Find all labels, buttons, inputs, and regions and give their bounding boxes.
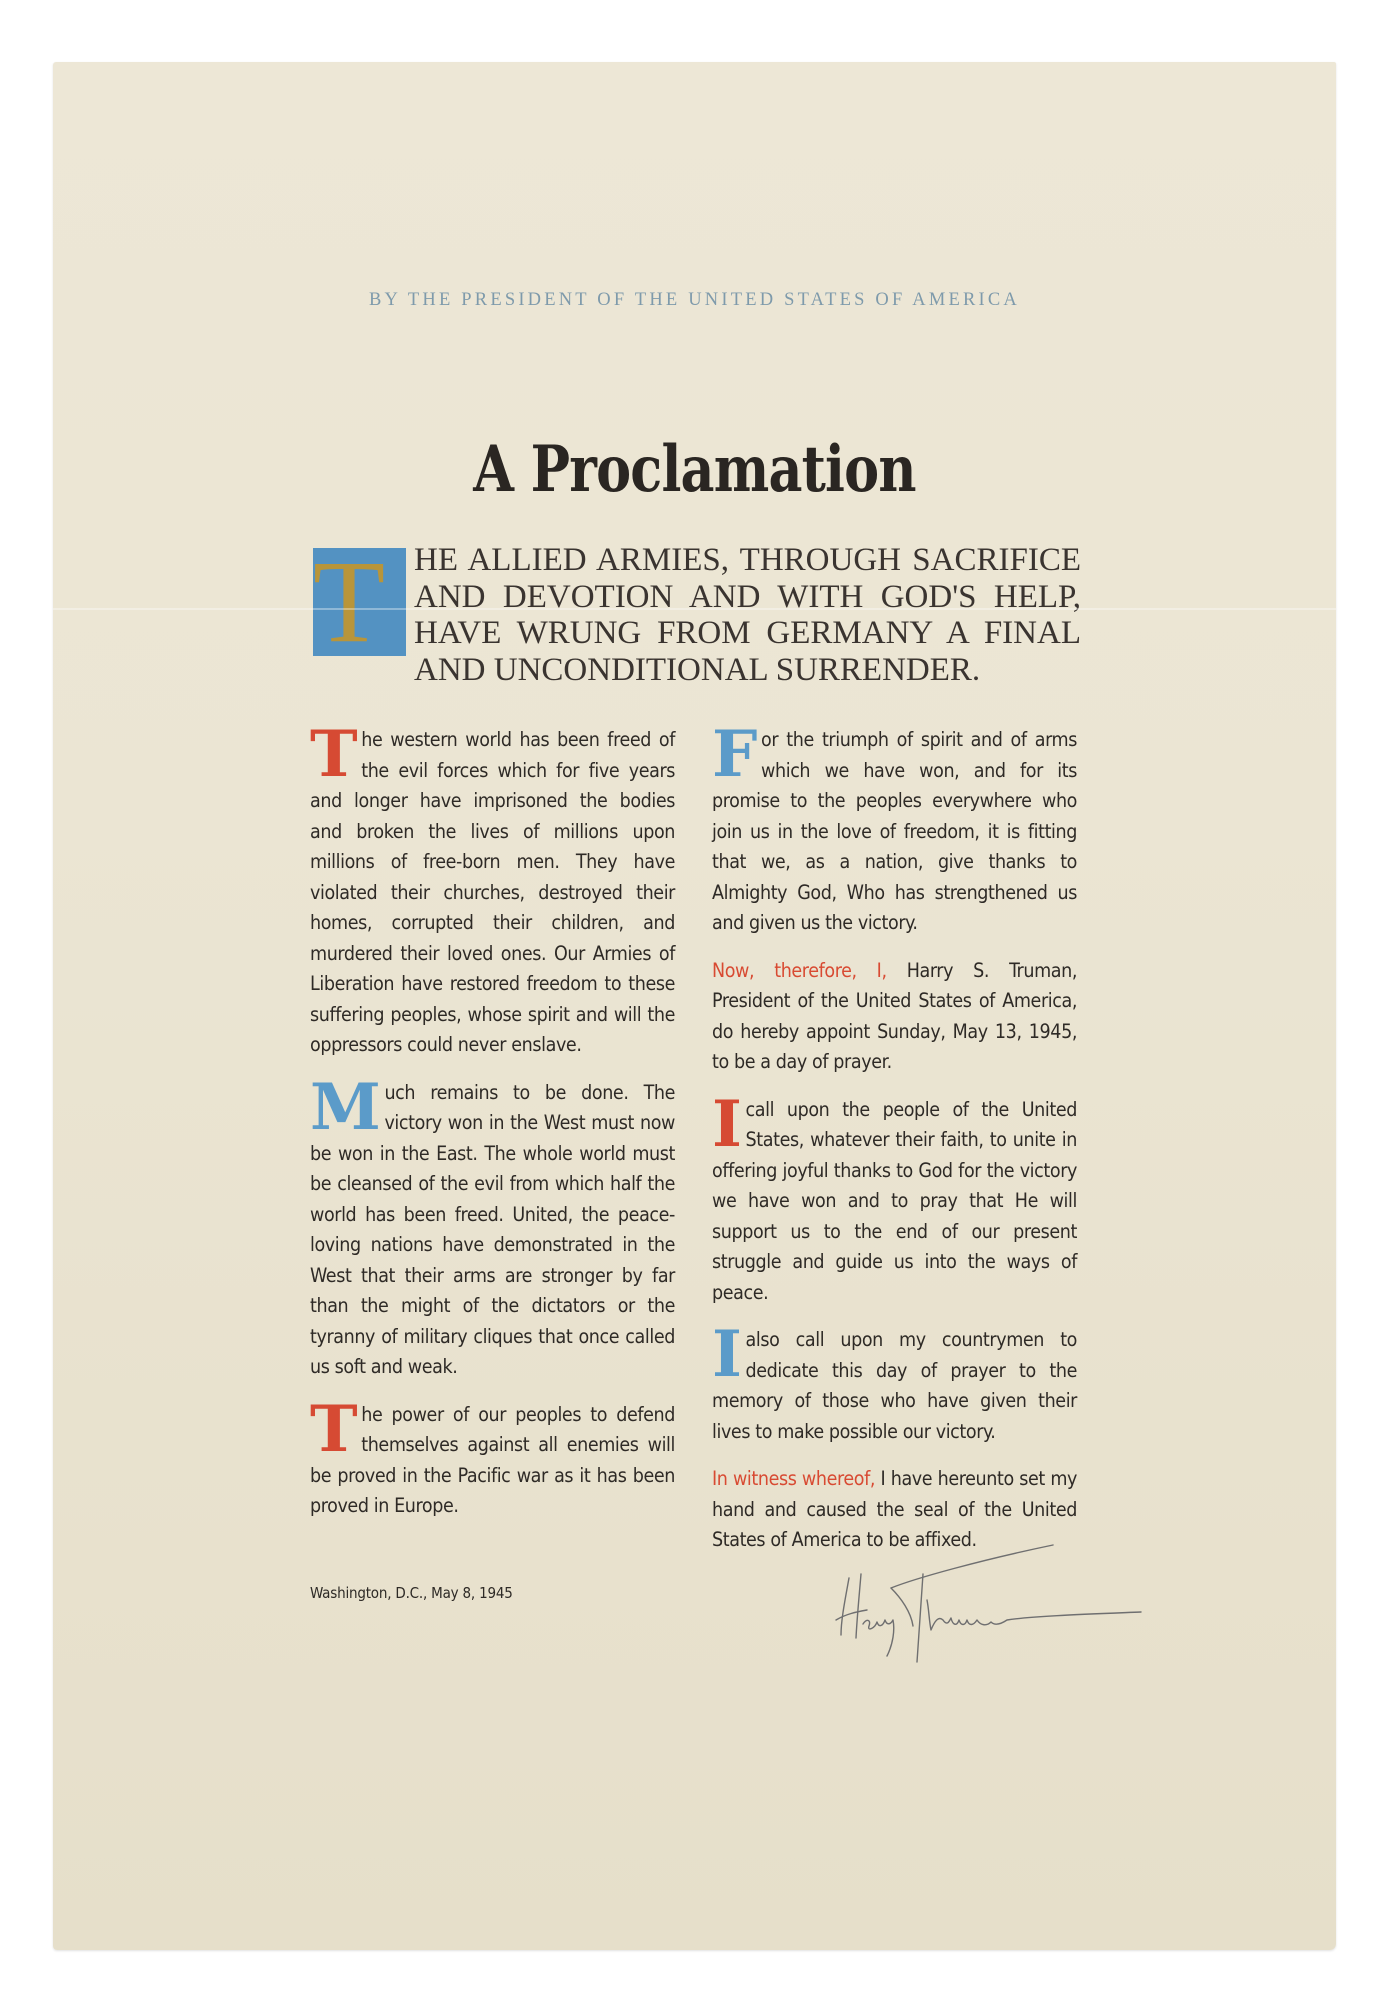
red-lead-text: In witness whereof,: [712, 1467, 876, 1490]
place-and-date: Washington, D.C., May 8, 1945: [310, 1584, 513, 1602]
paragraph-text: also call upon my countrymen to dedicate this day of prayer to the memory of those who have given their lives to make possible our victory.: [712, 1328, 1077, 1443]
paragraph-text: uch remains to be done. The victory won in the West must now be won in the East. The whole world must be cleansed of the evil from which half the world has been freed. United, the peace-loving nations have demonstrated in the West that their arms are stronger by far than the might of the dictators or the tyranny of military cliques that once called us soft and weak.: [310, 1080, 675, 1378]
paragraph-text: he power of our peoples to defend themselves against all enemies will be proved in the Pacific war as it has been proved in Europe.: [310, 1402, 675, 1517]
presidential-header: BY THE PRESIDENT OF THE UNITED STATES OF AMERICA: [369, 290, 1020, 310]
paragraph-power: [310, 1391, 675, 1522]
dropcap-blue: F: [712, 717, 758, 792]
paragraph-text: Harry S. Truman, President of the United States of America, do hereby appoint Sunday, May 13, 1945, to be a day of prayer.: [712, 958, 1077, 1073]
left-column: [310, 717, 675, 1539]
lead-paragraph: [311, 536, 1081, 688]
right-column: [712, 717, 1077, 1573]
paragraph-triumph: [712, 717, 1077, 939]
paragraph-text: I have hereunto set my hand and caused the seal of the United States of America to be affixed.: [712, 1467, 1077, 1551]
paragraph-liberation: [310, 717, 675, 1061]
dropcap-red: T: [310, 1391, 358, 1467]
dropcap-blue: I: [712, 1317, 742, 1392]
paragraph-remains: [310, 1069, 675, 1383]
paragraph-call: [712, 1086, 1077, 1309]
document-title: A Proclamation: [473, 432, 916, 507]
red-lead-text: Now, therefore, I,: [712, 958, 887, 982]
lead-text: HE ALLIED ARMIES, THROUGH SACRIFICE AND DEVOTION AND WITH GOD'S HELP, HAVE WRUNG FROM GERMANY A FINAL AND UNCONDITIONAL SURRENDER.: [414, 542, 1081, 688]
dropcap-red: I: [712, 1086, 742, 1162]
paragraph-text: call upon the people of the United States, whatever their faith, to unite in offering joyful thanks to God for the victory we have won and to pray that He will support us to the end of our present struggle and guide us into the ways of peace.: [712, 1097, 1077, 1304]
paragraph-text: he western world has been freed of the evil forces which for five years and longer have imprisoned the bodies and broken the lives of millions upon millions of free-born men. They have violated their churches, destroyed their homes, corrupted their children, and murdered their loved ones. Our Armies of Liberation have restored freedom to these suffering peoples, whose spirit and will the oppressors could never enslave.: [310, 728, 675, 1056]
proclamation-sheet: [53, 62, 1336, 1950]
signature-icon: [801, 1540, 1151, 1670]
illuminated-dropcap: T: [313, 548, 406, 656]
paragraph-dedicate: [712, 1317, 1077, 1447]
dropcap-red: T: [310, 717, 358, 792]
paragraph-appointment: [712, 956, 1077, 1078]
dropcap-blue: M: [310, 1069, 381, 1145]
paragraph-text: or the triumph of spirit and of arms which we have won, and for its promise to the peoples everywhere who join us in the love of freedom, it is fitting that we, as a nation, give thanks to Almighty God, Who has strengthened us and given us the victory.: [712, 728, 1077, 934]
